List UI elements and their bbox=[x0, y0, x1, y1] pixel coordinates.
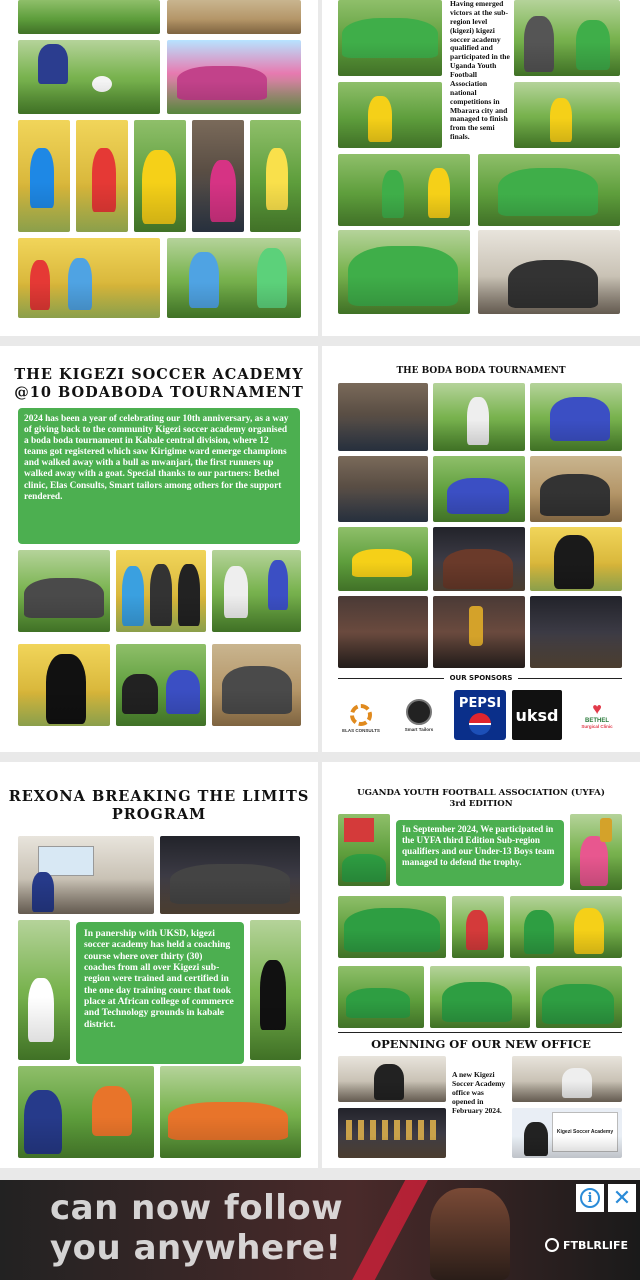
bethel-clinic-logo bbox=[570, 690, 624, 740]
logo-text: Smart Tailors bbox=[404, 726, 434, 732]
photo bbox=[18, 0, 160, 34]
smart-tailors-logo bbox=[396, 696, 442, 734]
page-top-right bbox=[322, 0, 640, 336]
ad-close-icon[interactable]: ✕ bbox=[608, 1184, 636, 1212]
photo bbox=[160, 836, 300, 914]
ad-headline-2: you anywhere! bbox=[50, 1228, 342, 1268]
brand-logo-icon bbox=[545, 1238, 559, 1252]
shirt-icon bbox=[406, 699, 432, 725]
photo bbox=[530, 383, 622, 451]
title-line: THE KIGEZI SOCCER ACADEMY bbox=[14, 366, 304, 383]
brand-name: FTBLRLIFE bbox=[562, 1238, 628, 1252]
title-line: PROGRAM bbox=[111, 806, 207, 824]
page-uyfa-right bbox=[322, 762, 640, 1168]
office-sign bbox=[552, 1112, 618, 1152]
office-title: OPENNING OF OUR NEW OFFICE bbox=[371, 1037, 591, 1051]
sign-text: Kigezi Soccer Academy bbox=[556, 1129, 614, 1135]
photo bbox=[536, 966, 622, 1028]
ad-info-icon[interactable]: i bbox=[576, 1184, 604, 1212]
pepsi-globe-icon bbox=[469, 713, 491, 735]
sponsors-label: OUR SPONSORS bbox=[322, 674, 640, 682]
photo bbox=[338, 596, 428, 668]
photo bbox=[478, 230, 620, 314]
photo bbox=[514, 0, 620, 76]
photo bbox=[18, 120, 70, 232]
photo bbox=[338, 896, 446, 958]
advertisement-banner[interactable] bbox=[0, 1180, 640, 1280]
uyfa-title bbox=[322, 788, 640, 810]
page-title bbox=[8, 788, 310, 824]
photo bbox=[18, 836, 154, 914]
title-line: REXONA BREAKING THE LIMITS bbox=[8, 788, 310, 805]
office-divider bbox=[338, 1032, 622, 1033]
photo bbox=[167, 0, 301, 34]
bodaboda-description: 2024 has been a year of celebrating our 10th anniversary, as a way of giving back to the community Kigezi soccer academy organised a boda boda tournament in Kabale central division, where 12 teams got registered which saw Kirigime ward emerge champions and walked away with a bull as mwanjari, the first runners up walked away with a goat. Special thanks to our partners: Bethel clinic, Elas Consults, Smart tailors among others for the support rendered. bbox=[18, 408, 300, 544]
photo bbox=[530, 456, 622, 522]
logo-text: ELAS CONSULTS bbox=[342, 727, 380, 733]
photo bbox=[452, 896, 504, 958]
photo bbox=[18, 1066, 154, 1158]
rexona-description: In panership with UKSD, kigezi soccer academy has held a coaching course where over thirty (30) coaches from all over Kigezi sub-region were trained and certified in the one day training courc that took place at African college of commerce and Technology grounds in kabale district. bbox=[76, 922, 244, 1064]
photo bbox=[512, 1108, 622, 1158]
pepsi-logo bbox=[454, 690, 506, 740]
photo bbox=[18, 40, 160, 114]
page-top-left bbox=[0, 0, 318, 336]
ad-person-silhouette bbox=[430, 1188, 510, 1280]
logo-subtext: Surgical Clinic bbox=[581, 723, 613, 729]
photo bbox=[338, 0, 442, 76]
photo bbox=[338, 527, 428, 591]
photo bbox=[18, 920, 70, 1060]
photo bbox=[160, 1066, 301, 1158]
photo bbox=[433, 527, 525, 591]
ad-brand bbox=[545, 1238, 628, 1252]
photo bbox=[338, 966, 424, 1028]
page-bodaboda-right bbox=[322, 346, 640, 752]
photo bbox=[530, 527, 622, 591]
heart-icon: ♥ bbox=[592, 700, 602, 718]
photo bbox=[510, 896, 622, 958]
photo bbox=[338, 383, 428, 451]
uyfa-description: In September 2024, We participated in the UYFA third Edition Sub-region qualifiers and our Under-13 Boys team managed to defend the trophy. bbox=[396, 820, 564, 886]
page-title bbox=[8, 366, 310, 402]
semifinal-caption: Having emerged victors at the sub-region level (kigezi) kigezi soccer academy qualified and participated in the Uganda Youth Football Association national competitions in Mbarara city and managed to finish from the semi finals. bbox=[450, 0, 510, 142]
photo bbox=[18, 238, 160, 318]
photo bbox=[338, 814, 390, 886]
elas-consults-logo bbox=[338, 698, 384, 738]
photo bbox=[338, 82, 442, 148]
ad-headline-1: can now follow bbox=[50, 1188, 344, 1228]
photo bbox=[478, 154, 620, 226]
photo bbox=[433, 596, 525, 668]
photo bbox=[570, 814, 622, 890]
logo-text: PEPSI bbox=[458, 695, 502, 711]
photo bbox=[18, 550, 110, 632]
photo bbox=[338, 154, 470, 226]
photo bbox=[18, 644, 110, 726]
page-bodaboda-left bbox=[0, 346, 318, 752]
photo bbox=[338, 1056, 446, 1102]
photo bbox=[76, 120, 128, 232]
photo bbox=[212, 550, 301, 632]
page-rexona-left bbox=[0, 762, 318, 1168]
office-caption: A new Kigezi Soccer Academy office was opened in February 2024. bbox=[452, 1070, 506, 1116]
photo bbox=[212, 644, 301, 726]
uksd-logo bbox=[512, 690, 562, 740]
photo bbox=[250, 120, 301, 232]
photo bbox=[134, 120, 186, 232]
photo bbox=[430, 966, 530, 1028]
photo bbox=[250, 920, 301, 1060]
right-title: THE BODA BODA TOURNAMENT bbox=[396, 366, 566, 376]
title-line: 3rd EDITION bbox=[449, 799, 513, 810]
logo-text: BETHEL bbox=[585, 717, 609, 724]
title-line: UGANDA YOUTH FOOTBALL ASSOCIATION (UYFA) bbox=[357, 788, 605, 798]
photo bbox=[192, 120, 244, 232]
photo bbox=[338, 456, 428, 522]
photo bbox=[116, 644, 206, 726]
title-line: @10 BODABODA TOURNAMENT bbox=[14, 384, 304, 402]
logo-text: uksd bbox=[515, 705, 559, 725]
gear-icon bbox=[350, 704, 372, 726]
photo bbox=[116, 550, 206, 632]
photo bbox=[514, 82, 620, 148]
photo bbox=[167, 40, 301, 114]
photo bbox=[167, 238, 301, 318]
photo bbox=[433, 456, 525, 522]
photo bbox=[433, 383, 525, 451]
photo bbox=[338, 230, 470, 314]
photo bbox=[338, 1108, 446, 1158]
ad-accent-stripe bbox=[348, 1180, 431, 1280]
photo bbox=[512, 1056, 622, 1102]
photo bbox=[530, 596, 622, 668]
